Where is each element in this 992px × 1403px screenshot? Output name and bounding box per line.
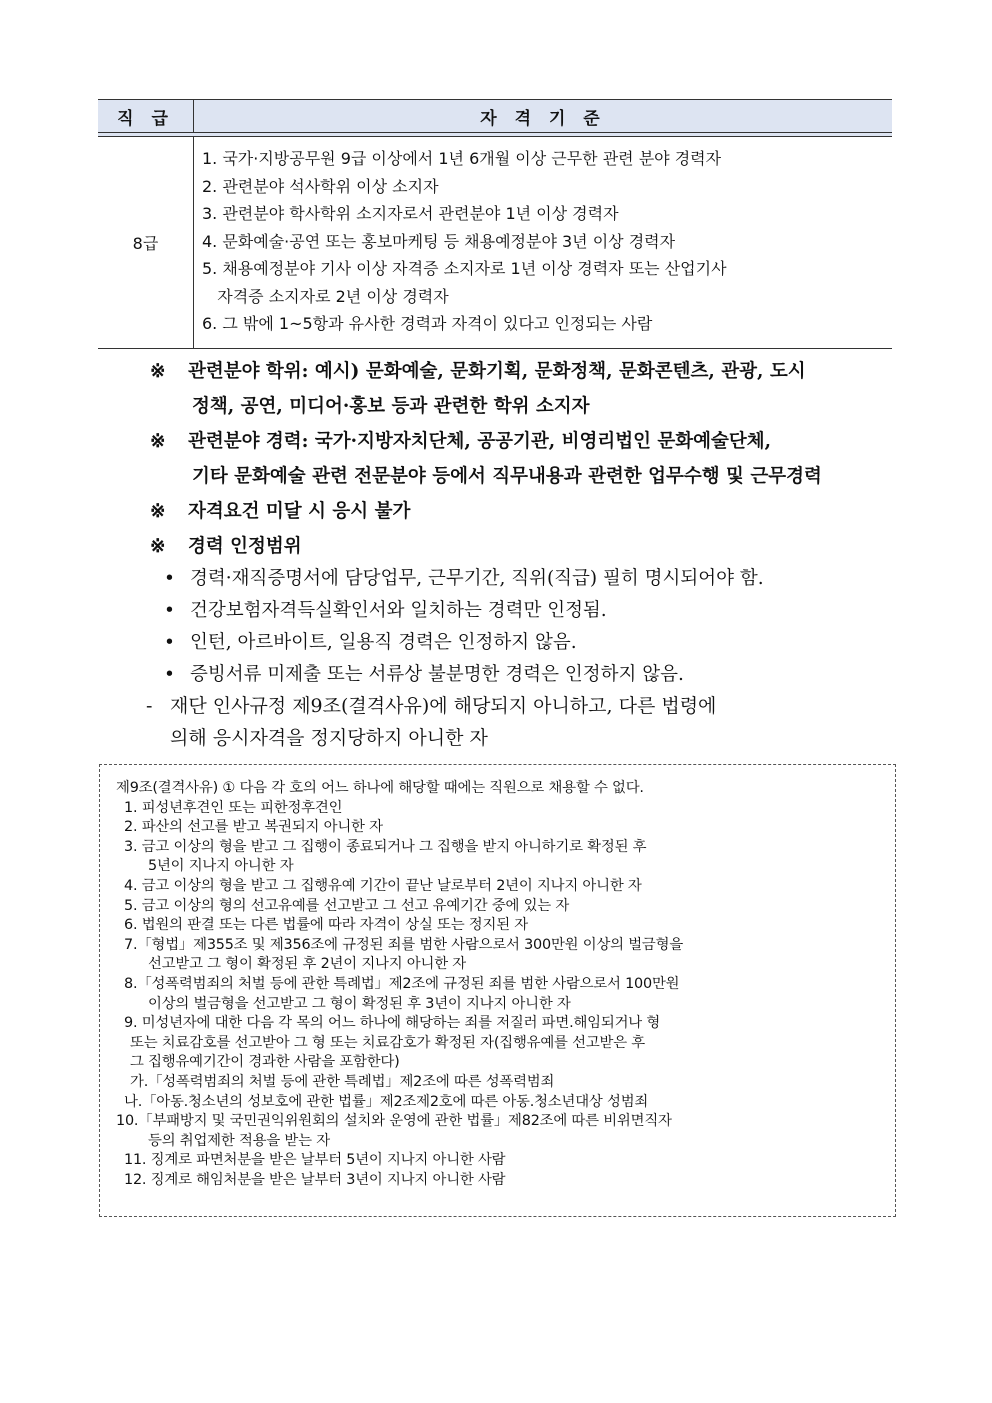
- list-item: [164, 659, 764, 691]
- dash-note-line: 재단 인사규정 제9조(결격사유)에 해당되지 아니하고, 다른 법령에: [170, 695, 717, 717]
- list-item: [164, 627, 764, 659]
- bullet-text: 건강보험자격득실확인서와 일치하는 경력만 인정됨.: [190, 600, 607, 621]
- article-item: 3. 금고 이상의 형을 받고 그 집행이 종료되거나 그 집행을 받지 아니하기로 확정된 후: [124, 838, 647, 855]
- dash-note-line: 의해 응시자격을 정지당하지 아니한 자: [170, 727, 488, 749]
- article-item: 5. 금고 이상의 형의 선고유예를 선고받고 그 선고 유예기간 중에 있는 자: [124, 897, 570, 914]
- bullet-icon: •: [164, 664, 175, 685]
- reference-mark-icon: ※: [150, 536, 166, 557]
- criteria-item: 3. 관련분야 학사학위 소지자로서 관련분야 1년 이상 경력자: [202, 204, 619, 223]
- criteria-item: 4. 문화예술·공연 또는 홍보마케팅 등 채용예정분야 3년 이상 경력자: [202, 231, 676, 251]
- bullet-text: 경력·재직증명서에 담당업무, 근무기간, 직위(직급) 필히 명시되어야 함.: [190, 568, 764, 589]
- article-item: 5년이 지나지 아니한 자: [148, 858, 294, 875]
- criteria-item: 6. 그 밖에 1~5항과 유사한 경력과 자격이 있다고 인정되는 사람: [202, 314, 653, 333]
- dash-icon: -: [146, 695, 153, 717]
- criteria-item: 2. 관련분야 석사학위 이상 소지자: [202, 176, 439, 196]
- article-items: [116, 799, 895, 1191]
- article-item: 그 집행유예기간이 경과한 사람을 포함한다): [130, 1054, 400, 1071]
- article-item: 선고받고 그 형이 확정된 후 2년이 지나지 아니한 자: [148, 956, 466, 973]
- bullet-icon: •: [164, 568, 175, 589]
- table-row: [98, 137, 892, 349]
- article-item: 6. 법원의 판결 또는 다른 법률에 따라 자격이 상실 또는 정지된 자: [124, 917, 528, 934]
- note-line: 자격요건 미달 시 응시 불가: [188, 501, 411, 522]
- reference-mark-icon: ※: [150, 431, 166, 452]
- table-header-row: [98, 100, 892, 133]
- list-item: [164, 595, 764, 627]
- article-item: 2. 파산의 선고를 받고 복권되지 아니한 자: [124, 819, 383, 836]
- criteria-item: 5. 채용예정분야 기사 이상 자격증 소지자로 1년 이상 경력자 또는 산업기사: [202, 259, 727, 278]
- article-item: 4. 금고 이상의 형을 받고 그 집행유예 기간이 끝난 날로부터 2년이 지나지 아니한 자: [124, 877, 642, 894]
- note-item: [150, 494, 910, 529]
- disqualification-note: [146, 690, 716, 754]
- article-item: 9. 미성년자에 대한 다음 각 목의 어느 하나에 해당하는 죄를 저질러 파면.해임되거나 형: [124, 1015, 661, 1032]
- article-title: 제9조(결격사유) ① 다음 각 호의 어느 하나에 해당할 때에는 직원으로 채용할 수 없다.: [116, 780, 644, 796]
- note-line: 경력 인정범위: [188, 536, 302, 557]
- criteria-item: 1. 국가·지방공무원 9급 이상에서 1년 6개월 이상 근무한 관련 분야 경력자: [202, 149, 722, 168]
- article-item: 또는 치료감호를 선고받아 그 형 또는 치료감호가 확정된 자(집행유예를 선고받은 후: [130, 1034, 646, 1051]
- qualification-table: [98, 99, 892, 349]
- article-item: 7.「형법」제355조 및 제356조에 규정된 죄를 범한 사람으로서 300만원 이상의 벌금형을: [124, 936, 684, 953]
- article-item: 가.「성폭력범죄의 처벌 등에 관한 특례법」제2조에 따른 성폭력범죄: [130, 1073, 555, 1090]
- note-line: 관련분야 경력: 국가·지방자치단체, 공공기관, 비영리법인 문화예술단체,: [188, 431, 772, 452]
- header-criteria: 자 격 기 준: [194, 100, 893, 133]
- bullet-icon: •: [164, 600, 175, 621]
- criteria-item: 자격증 소지자로 2년 이상 경력자: [202, 286, 449, 306]
- article-9-box: [99, 764, 896, 1217]
- bullet-text: 증빙서류 미제출 또는 서류상 불분명한 경력은 인정하지 않음.: [190, 664, 684, 685]
- article-item: 1. 피성년후견인 또는 피한정후견인: [124, 799, 343, 816]
- career-bullets: [164, 563, 764, 691]
- notes-section: [150, 354, 910, 564]
- note-item: [150, 354, 910, 424]
- header-grade: 직 급: [98, 100, 194, 133]
- note-line: 기타 문화예술 관련 전문분야 등에서 직무내용과 관련한 업무수행 및 근무경력: [192, 466, 822, 487]
- note-line: 정책, 공연, 미디어·홍보 등과 관련한 학위 소지자: [192, 396, 590, 417]
- article-item: 등의 취업제한 적용을 받는 자: [148, 1132, 330, 1149]
- article-item: 이상의 벌금형을 선고받고 그 형이 확정된 후 3년이 지나지 아니한 자: [148, 995, 571, 1012]
- reference-mark-icon: ※: [150, 501, 166, 522]
- reference-mark-icon: ※: [150, 361, 166, 382]
- bullet-text: 인턴, 아르바이트, 일용직 경력은 인정하지 않음.: [190, 632, 577, 653]
- article-item: 나.「아동.청소년의 성보호에 관한 법률」제2조제2호에 따른 아동.청소년대상 성범죄: [124, 1093, 649, 1110]
- article-item: 12. 징계로 해임처분을 받은 날부터 3년이 지나지 아니한 사람: [124, 1171, 506, 1188]
- article-item: 10.「부패방지 및 국민권익위원회의 설치와 운영에 관한 법률」제82조에 따른 비위면직자: [116, 1113, 672, 1130]
- note-item: [150, 424, 910, 494]
- note-item: [150, 529, 910, 564]
- list-item: [164, 563, 764, 595]
- article-item: 11. 징계로 파면처분을 받은 날부터 5년이 지나지 아니한 사람: [124, 1152, 506, 1169]
- criteria-cell: [194, 137, 893, 349]
- grade-cell: 8급: [98, 137, 194, 349]
- bullet-icon: •: [164, 632, 175, 653]
- note-line: 관련분야 학위: 예시) 문화예술, 문화기획, 문화정책, 문화콘텐츠, 관광, 도시: [188, 361, 806, 382]
- article-item: 8.「성폭력범죄의 처벌 등에 관한 특례법」제2조에 규정된 죄를 범한 사람으로서 100만원: [124, 975, 680, 992]
